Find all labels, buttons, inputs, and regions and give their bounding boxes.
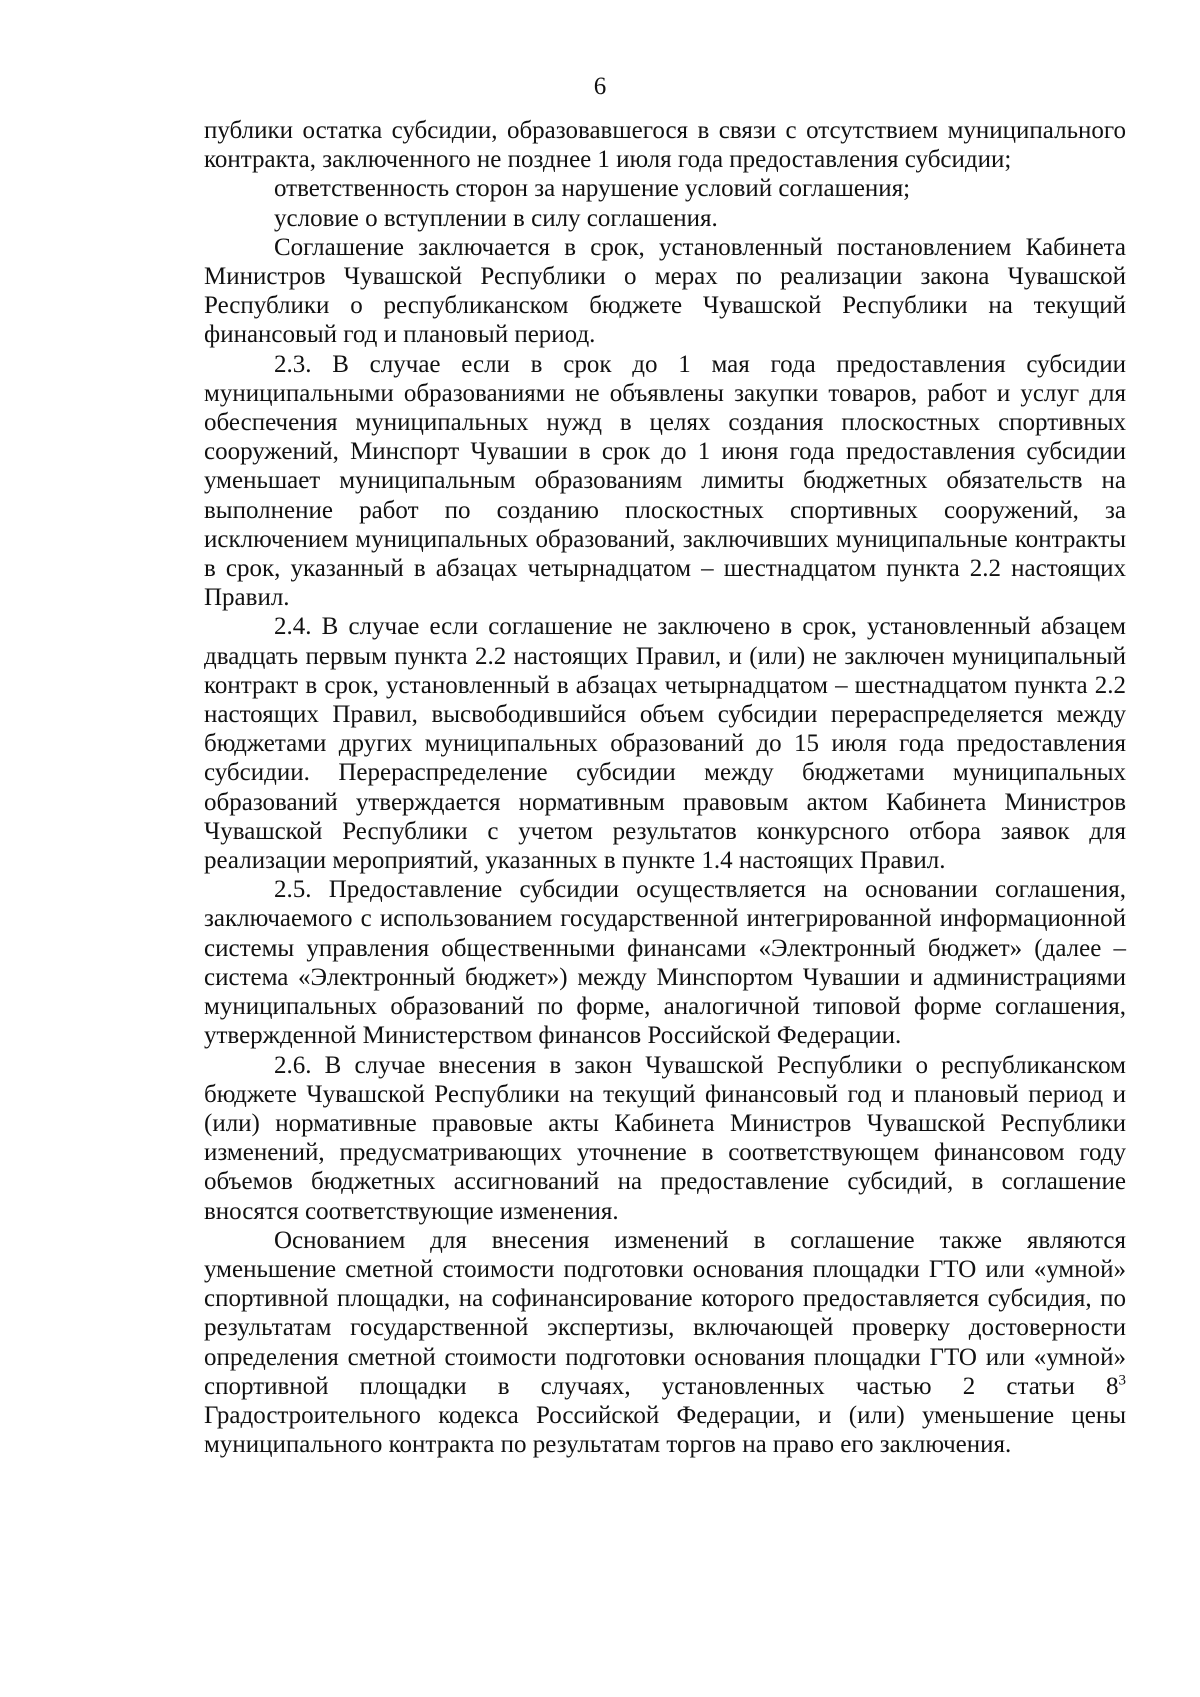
- document-body: [204, 116, 1126, 1459]
- paragraph-entry-into-force: условие о вступлении в силу соглашения.: [274, 204, 718, 232]
- paragraph-liability: ответственность сторон за нарушение условий соглашения;: [274, 175, 911, 203]
- paragraph-agreement-term: Соглашение заключается в срок, установленный постановлением Кабинета Министров Чувашской Республики о мерах по реализации закона Чувашской Республики о республиканском бюджете Чувашской Республики на текущий финансовый год и плановый период.: [204, 233, 1126, 349]
- paragraph-2-5: 2.5. Предоставление субсидии осуществляется на основании соглашения, заключаемого с использованием государственной интегрированной информационной системы управления общественными финансами «Электронный бюджет» (далее – система «Электронный бюджет») между Минспортом Чувашии и администрациями муниципальных образований по форме, аналогичной типовой форме соглашения, утвержденной Министерством финансов Российской Федерации.: [204, 876, 1126, 1050]
- paragraph-grounds-for-changes: [204, 1226, 1126, 1460]
- paragraph-text-before: Основанием для внесения изменений в соглашение также являются уменьшение сметной стоимости подготовки основания площадки ГТО или «умной» спортивной площадки, на софинансирование которого предоставляется субсидия, по результатам государственной экспертизы, включающей проверку достоверности определения сметной стоимости подготовки основания площадки ГТО или «умной» спортивной площадки в случаях, установленных частью 2 статьи 8: [204, 1226, 1126, 1400]
- paragraph-2-4: 2.4. В случае если соглашение не заключено в срок, установленный абзацем двадцать первым пункта 2.2 настоящих Правил, и (или) не заключен муниципальный контракт в срок, установленный в абзацах четырнадцатом – шестнадцатом пункта 2.2 настоящих Правил, высвободившийся объем субсидии перераспределяется между бюджетами других муниципальных образований до 15 июля года предоставления субсидии. Перераспределение субсидии между бюджетами муниципальных образований утверждается нормативным правовым актом Кабинета Министров Чувашской Республики с учетом результатов конкурсного отбора заявок для реализации мероприятий, указанных в пункте 1.4 настоящих Правил.: [204, 613, 1126, 875]
- paragraph-text-after: Градостроительного кодекса Российской Федерации, и (или) уменьшение цены муниципального контракта по результатам торгов на право его заключения.: [204, 1401, 1126, 1459]
- page-number: 6: [593, 73, 607, 100]
- paragraph-continuation: публики остатка субсидии, образовавшегося в связи с отсутствием муниципального контракта, заключенного не позднее 1 июля года предоставления субсидии;: [204, 117, 1126, 174]
- paragraph-2-3: 2.3. В случае если в срок до 1 мая года предоставления субсидии муниципальными образованиями не объявлены закупки товаров, работ и услуг для обеспечения муниципальных нужд в целях создания плоскостных спортивных сооружений, Минспорт Чувашии в срок до 1 июня года предоставления субсидии уменьшает муниципальным образованиям лимиты бюджетных обязательств на выполнение работ по созданию плоскостных спортивных сооружений, за исключением муниципальных образований, заключивших муниципальные контракты в срок, указанный в абзацах четырнадцатом – шестнадцатом пункта 2.2 настоящих Правил.: [204, 350, 1126, 612]
- superscript-3: 3: [1118, 1372, 1126, 1389]
- paragraph-2-6: 2.6. В случае внесения в закон Чувашской Республики о республиканском бюджете Чувашской Республики на текущий финансовый год и плановый период и (или) нормативные правовые акты Кабинета Министров Чувашской Республики изменений, предусматривающих уточнение в соответствующем финансовом году объемов бюджетных ассигнований на предоставление субсидий, в соглашение вносятся соответствующие изменения.: [204, 1051, 1126, 1225]
